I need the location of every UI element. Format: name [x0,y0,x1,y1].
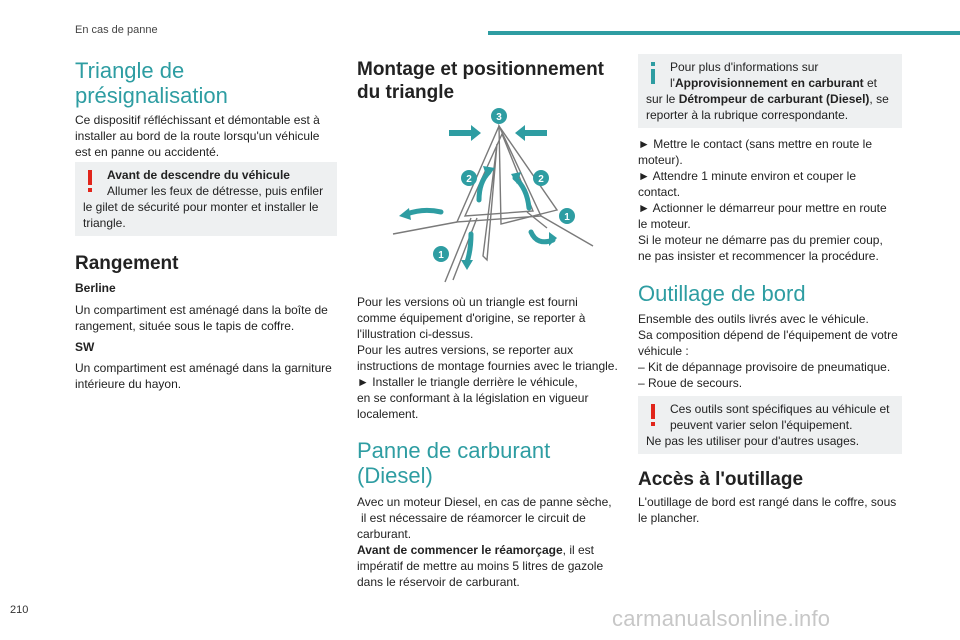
warning-exclamation-icon [644,402,662,428]
arrow-icon [449,125,481,141]
warning-exclamation-icon [81,168,99,194]
page-number: 210 [10,604,29,616]
callout-1-left [433,246,449,262]
section-title-triangle-l2: présignalisation [75,83,228,108]
list-item: – Roue de secours. [638,376,743,390]
bullet-arrow-icon: ► [638,201,650,215]
section-title-montage-l2: du triangle [357,82,455,103]
arrow-icon [515,125,547,141]
bullet-arrow-icon: ► [357,375,369,389]
sw-text: Un compartiment est aménagé dans la garniture intérieure du hayon. [75,361,332,391]
callout-2-left [461,170,477,186]
info-icon [644,60,662,86]
section-title-montage-l1: Montage et positionnement [357,59,604,80]
section-title-panne-l1: Panne de carburant [357,438,551,463]
warning-note-triangle: Avant de descendre du véhicule Allumer les feux de détresse, puis enfiler le gilet de sécurité pour monter et installer le triangle. [75,162,337,236]
bullet-arrow-icon: ► [638,169,650,183]
triangle-illustration [371,104,611,284]
list-item: – Kit de dépannage provisoire de pneumatique. [638,360,891,374]
section-title-panne-l2: (Diesel) [357,463,433,488]
warning-note-outillage: Ces outils sont spécifiques au véhicule et peuvent varier selon l'équipement. Ne pas les utiliser pour d'autres usages. [638,396,902,454]
outillage-text: Ensemble des outils livrés avec le véhicule. Sa composition dépend de l'équipement de votre véhicule : – Kit de dépannage provisoire de pneumatique. – Roue de secours. [638,311,902,391]
berline-text: Un compartiment est aménagé dans la boîte de rangement, située sous le tapis de coffre. [75,303,328,333]
info-note-carburant: Pour plus d'informations sur l'Approvisionnement en carburant et sur le Détrompeur de carburant (Diesel), se reporter à la rubrique correspondante. [638,54,902,128]
bullet-arrow-icon: ► [638,137,650,151]
section-title-rangement: Rangement [75,253,179,274]
svg-text:2: 2 [538,174,544,185]
panne-text: Avec un moteur Diesel, en cas de panne sèche, il est nécessaire de réamorcer le circuit de carburant. Avant de commencer le réamorçage, il est impératif de mettre au moins 5 litres de gazole dans le réservoir de carburant. [357,495,612,589]
callout-3 [491,108,507,124]
section-title-acces: Accès à l'outillage [638,469,804,490]
section-title-outillage: Outillage de bord [638,281,806,306]
running-header: En cas de panne [75,24,158,36]
header-accent-bar [488,31,960,35]
callout-2-right [533,170,549,186]
reamorcage-steps: ► Mettre le contact (sans mettre en route le moteur). ► Attendre 1 minute environ et couper le contact. ► Actionner le démarreur pour mettre en route le moteur. Si le moteur ne démarre pas du premier coup, ne pas insister et recommencer la procédure. [638,137,887,263]
section-title-triangle-l1: Triangle de [75,58,185,83]
svg-text:1: 1 [438,250,444,261]
watermark: carmanualsonline.info [612,606,831,631]
callout-1-right [559,208,575,224]
triangle-intro: Ce dispositif réfléchissant et démontable est à installer au bord de la route lorsqu'un véhicule est en panne ou accidenté. [75,113,320,159]
acces-text: L'outillage de bord est rangé dans le coffre, sous le plancher. [638,495,897,525]
montage-text: Pour les versions où un triangle est fourni comme équipement d'origine, se reporter à l'illustration ci-dessus. Pour les autres versions, se reporter aux instructions de montage fournies avec le triangle. ► Installer le triangle derrière le véhicule, en se conformant à la législation en vigueur localement. [357,295,618,421]
svg-text:2: 2 [466,174,472,185]
svg-text:3: 3 [496,112,502,123]
label-sw: SW [75,340,95,354]
label-berline: Berline [75,281,116,295]
svg-text:1: 1 [564,212,570,223]
